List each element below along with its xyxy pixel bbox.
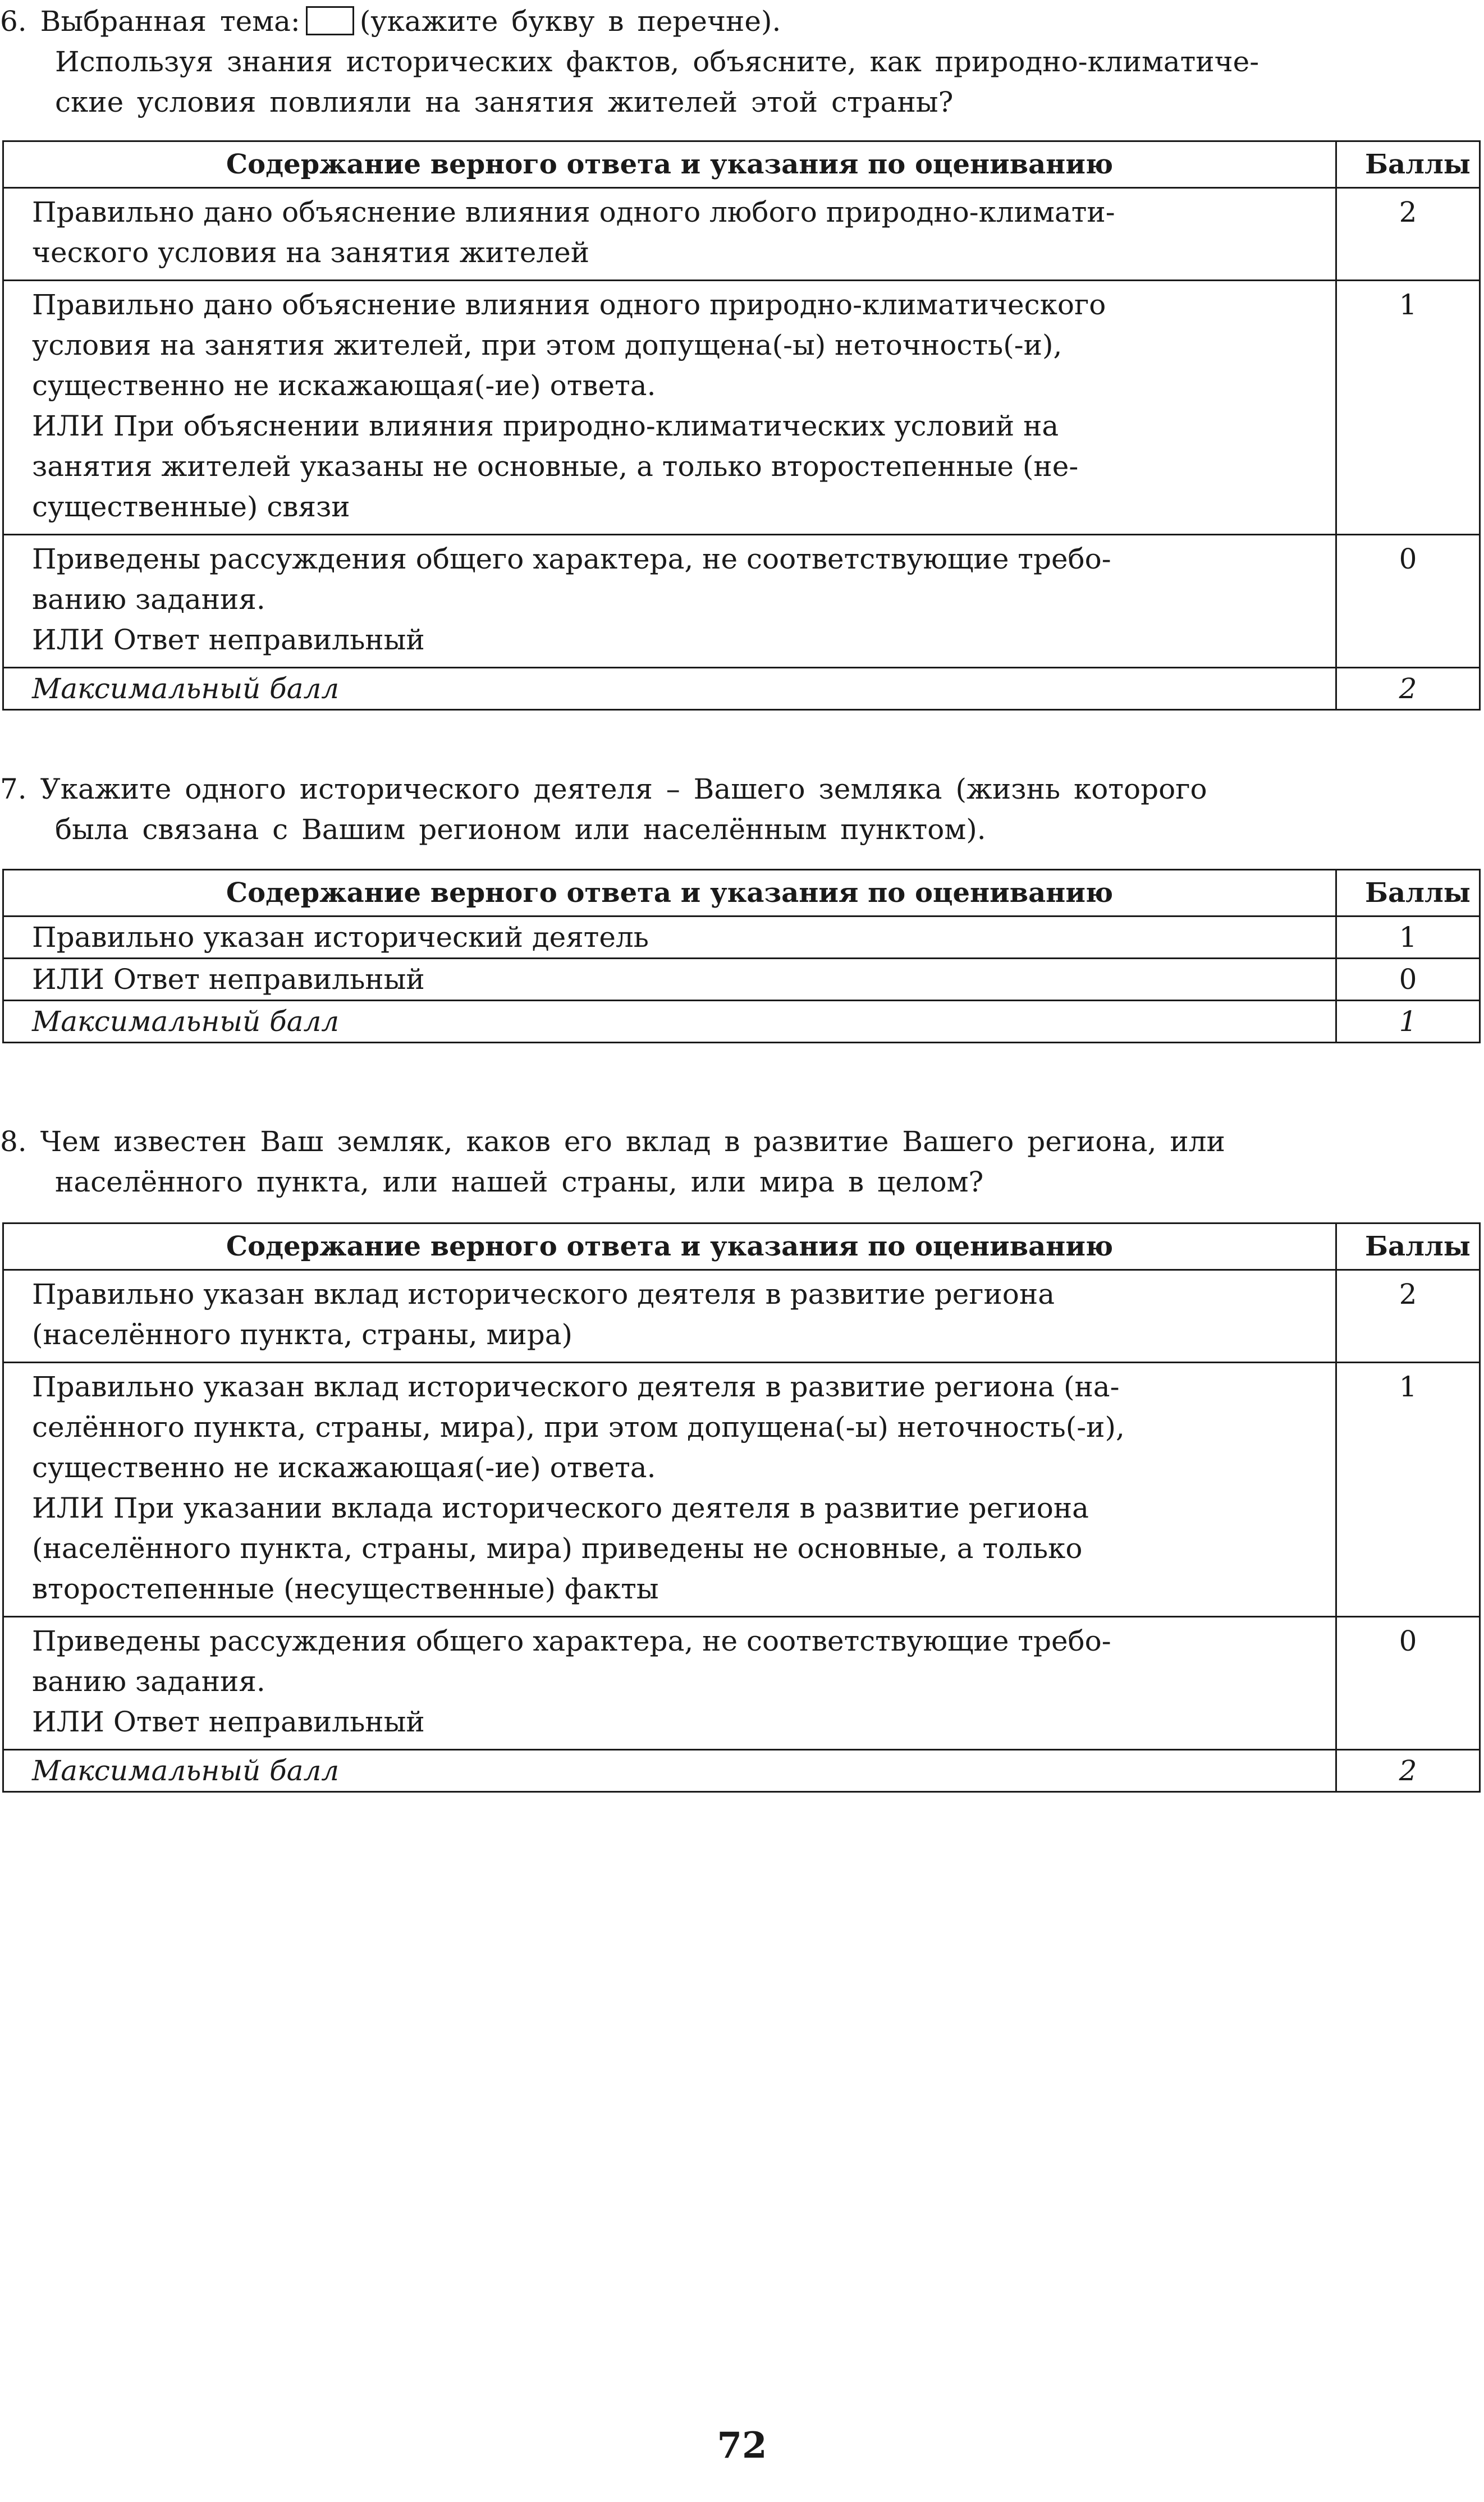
- criterion-score: 0: [1336, 1617, 1480, 1750]
- question-6-line-3: ские условия повлияли на занятия жителей этой страны?: [55, 86, 954, 118]
- table-row: [3, 959, 1480, 1001]
- question-6-line-1: [0, 1, 1484, 42]
- question-6-line-2: Используя знания исторических фактов, объясните, как природно-климатиче-: [55, 45, 1259, 78]
- criterion-text: Правильно дано объяснение влияния одного природно-климатического условия на занятия жителей, при этом допущена(-ы) неточность(-и), существенно не искажающая(-ие) ответа. ИЛИ При объяснении влияния природно-климатических условий на занятия жителей указаны не основные, а только второстепенные (не- существенные) связи: [3, 281, 1336, 535]
- max-score-value: 2: [1336, 1750, 1480, 1792]
- question-6-hint: (укажите букву в перечне).: [359, 5, 781, 38]
- criterion-text: Правильно указан вклад исторического деятеля в развитие региона (на- селённого пункта, страны, мира), при этом допущена(-ы) неточность(-и), существенно не искажающая(-ие) ответа. ИЛИ При указании вклада исторического деятеля в развитие региона (населённого пункта, страны, мира) приведены не основные, а только второстепенные (несущественные) факты: [3, 1363, 1336, 1617]
- table-row: [3, 281, 1480, 535]
- criteria-table-q8: [2, 1222, 1481, 1793]
- criteria-table-q6: [2, 140, 1481, 711]
- question-8-line-1: 8. Чем известен Ваш земляк, каков его вклад в развитие Вашего региона, или: [0, 1125, 1225, 1158]
- question-6-prompt: 6. Выбранная тема:: [0, 5, 300, 38]
- content-header: Содержание верного ответа и указания по оцениванию: [3, 141, 1336, 188]
- table-row: [3, 535, 1480, 668]
- question-7-text: [0, 769, 1484, 850]
- page-number: 72: [717, 2425, 767, 2467]
- answer-letter-box: [306, 6, 354, 35]
- criteria-table-q7: [2, 869, 1481, 1043]
- table-header-row: [3, 141, 1480, 188]
- criterion-text: Правильно указан вклад исторического деятеля в развитие региона (населённого пункта, страны, мира): [3, 1270, 1336, 1363]
- content-header: Содержание верного ответа и указания по оцениванию: [3, 870, 1336, 917]
- max-score-value: 2: [1336, 668, 1480, 710]
- question-7-line-1: 7. Укажите одного исторического деятеля – Вашего земляка (жизнь которого: [0, 773, 1207, 805]
- criterion-score: 0: [1336, 959, 1480, 1001]
- question-8-line-2: населённого пункта, или нашей страны, или мира в целом?: [55, 1166, 984, 1198]
- criterion-score: 1: [1336, 917, 1480, 959]
- score-header: Баллы: [1336, 870, 1480, 917]
- question-6-text: [0, 1, 1484, 122]
- table-header-row: [3, 870, 1480, 917]
- table-row: [3, 1617, 1480, 1750]
- max-score-value: 1: [1336, 1001, 1480, 1043]
- table-row: [3, 188, 1480, 281]
- score-header: Баллы: [1336, 141, 1480, 188]
- max-score-row: [3, 668, 1480, 710]
- score-header: Баллы: [1336, 1223, 1480, 1270]
- table-row: [3, 1363, 1480, 1617]
- criterion-score: 1: [1336, 1363, 1480, 1617]
- criterion-text: Правильно дано объяснение влияния одного любого природно-климати- ческого условия на занятия жителей: [3, 188, 1336, 281]
- criterion-score: 1: [1336, 281, 1480, 535]
- max-score-label: Максимальный балл: [3, 1750, 1336, 1792]
- max-score-label: Максимальный балл: [3, 1001, 1336, 1043]
- criterion-text: Правильно указан исторический деятель: [3, 917, 1336, 959]
- criterion-text: ИЛИ Ответ неправильный: [3, 959, 1336, 1001]
- criterion-text: Приведены рассуждения общего характера, не соответствующие требо- ванию задания. ИЛИ Ответ неправильный: [3, 1617, 1336, 1750]
- content-header: Содержание верного ответа и указания по оцениванию: [3, 1223, 1336, 1270]
- criterion-score: 2: [1336, 188, 1480, 281]
- table-row: [3, 1270, 1480, 1363]
- max-score-label: Максимальный балл: [3, 668, 1336, 710]
- criterion-score: 2: [1336, 1270, 1480, 1363]
- question-7-line-2: была связана с Вашим регионом или населённым пунктом).: [55, 813, 986, 846]
- max-score-row: [3, 1001, 1480, 1043]
- criterion-score: 0: [1336, 535, 1480, 668]
- question-8-text: [0, 1121, 1484, 1202]
- criterion-text: Приведены рассуждения общего характера, не соответствующие требо- ванию задания. ИЛИ Ответ неправильный: [3, 535, 1336, 668]
- table-header-row: [3, 1223, 1480, 1270]
- table-row: [3, 917, 1480, 959]
- max-score-row: [3, 1750, 1480, 1792]
